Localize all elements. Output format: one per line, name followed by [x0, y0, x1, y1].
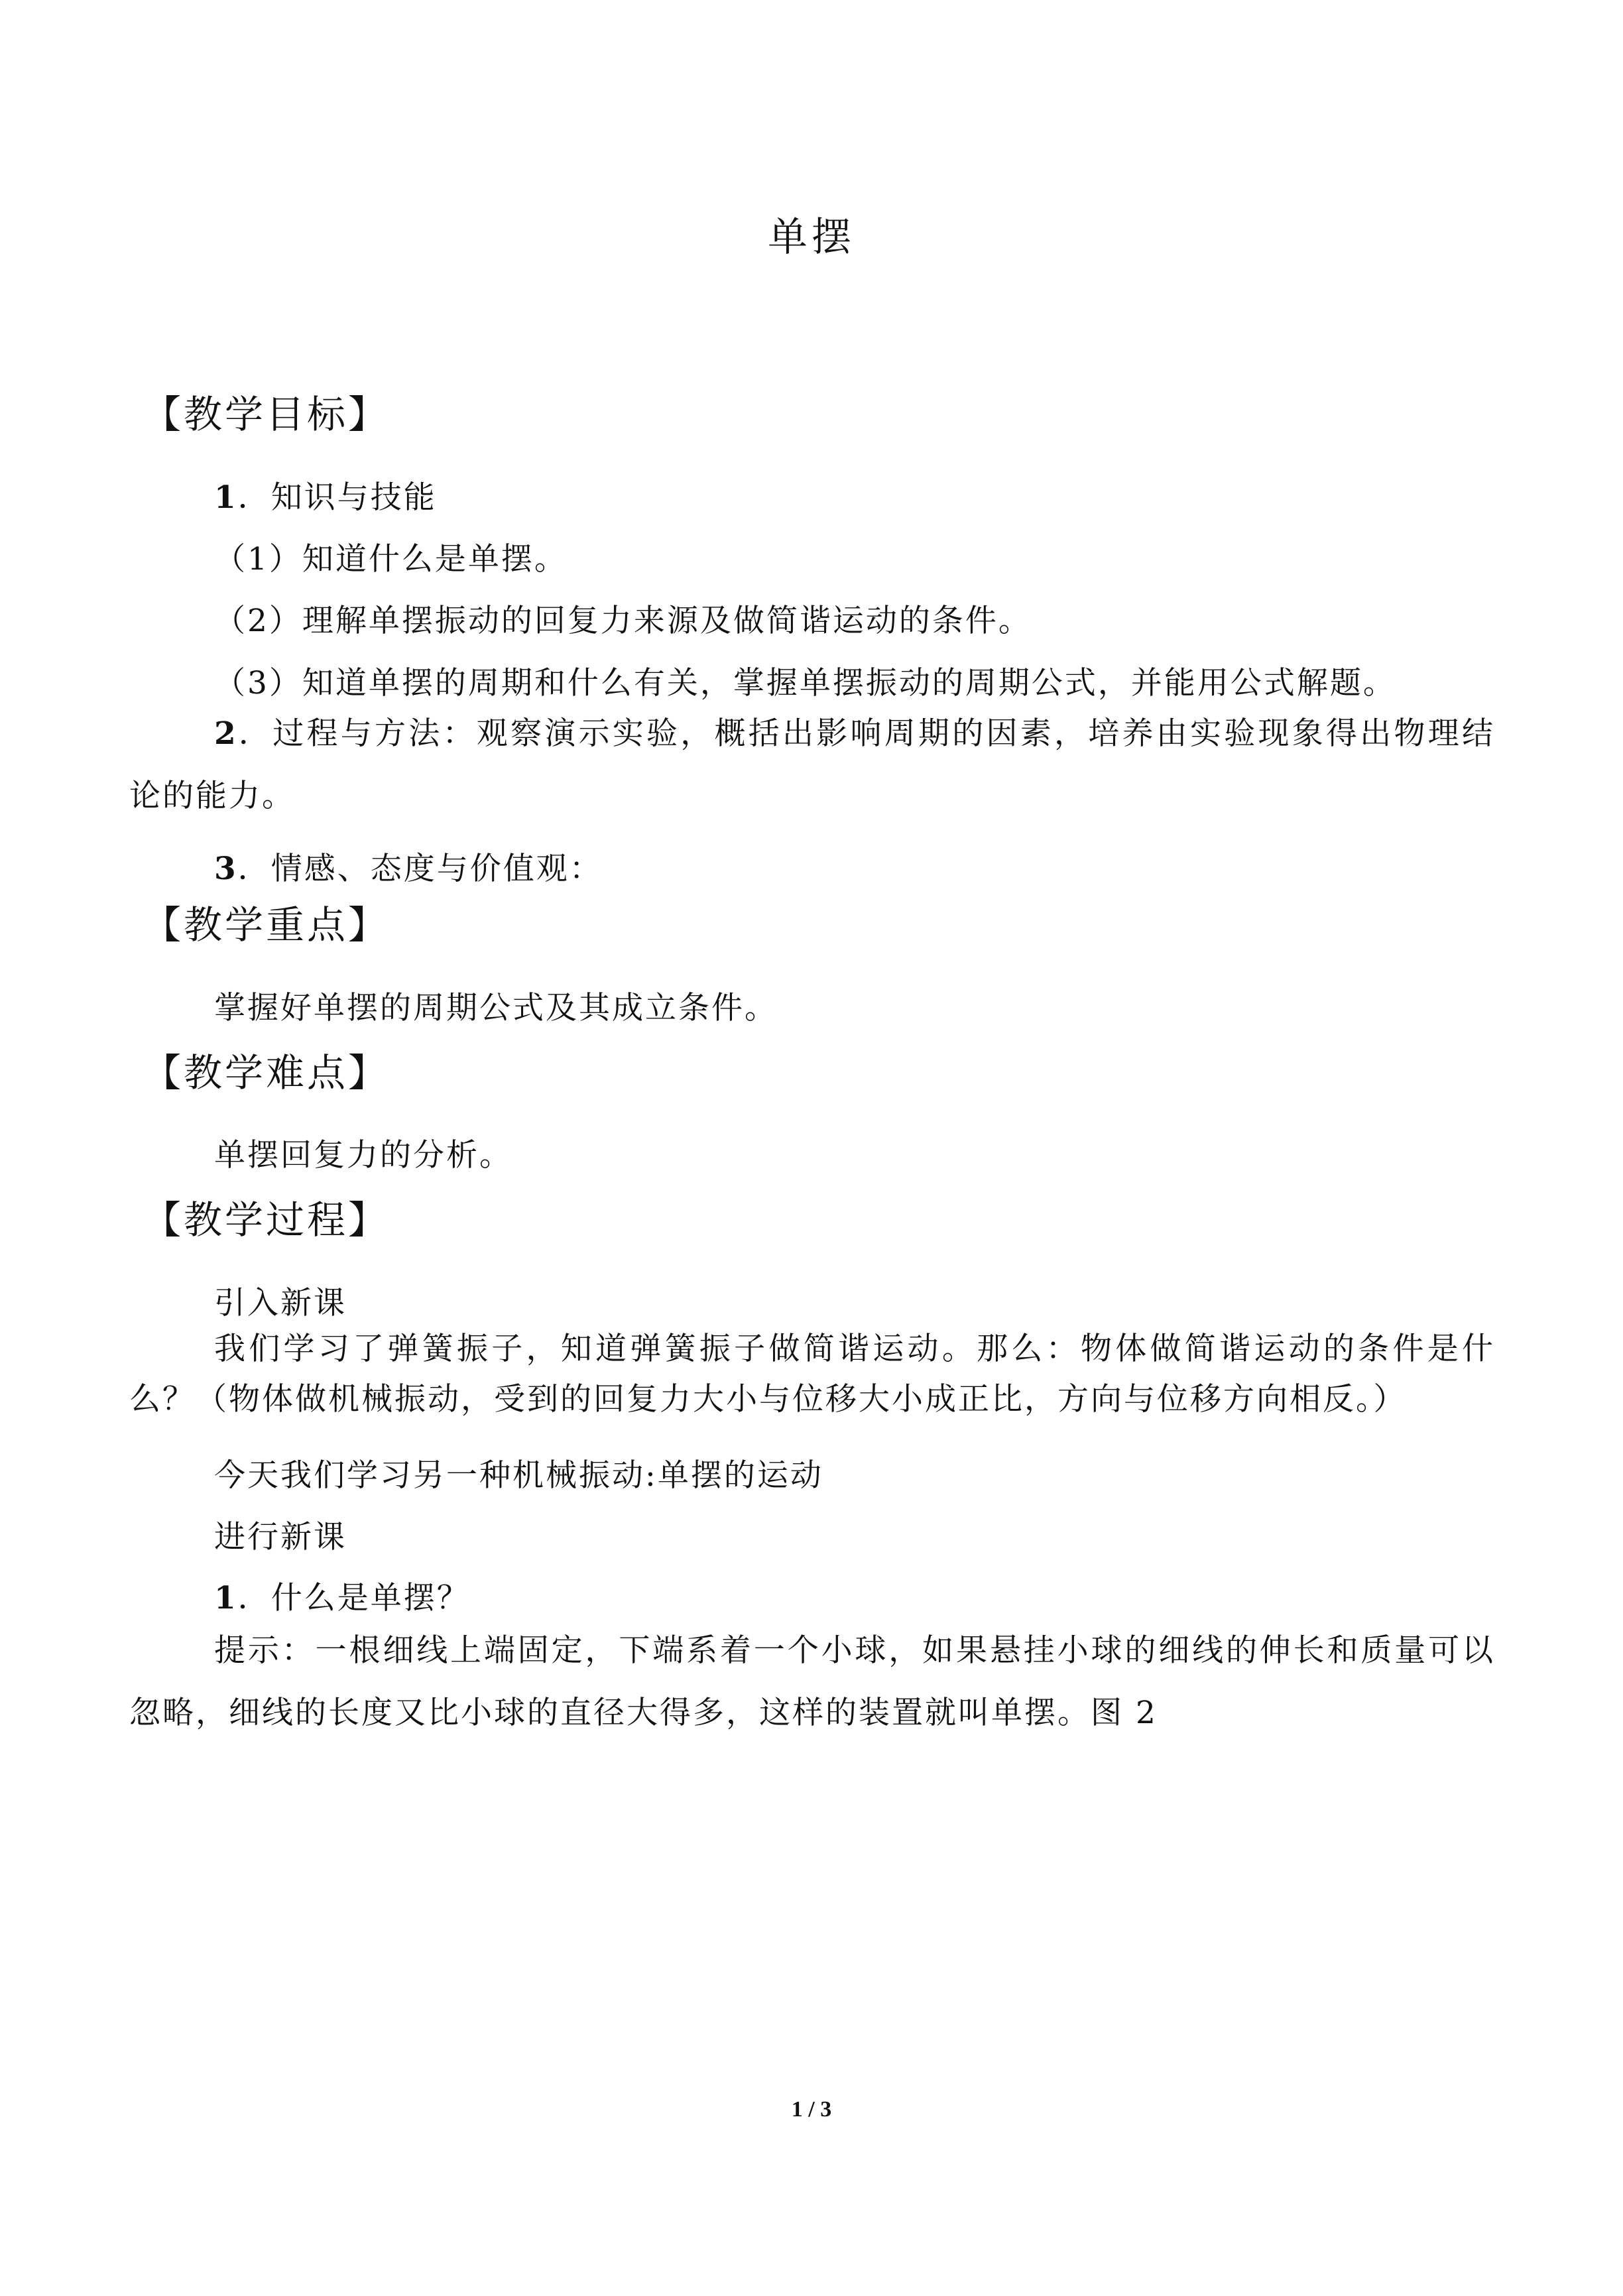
- hint-text: 提示：一根细线上端固定，下端系着一个小球，如果悬挂小球的细线的伸长和质量可以忽略，细线的长度又比小球的直径大得多，这样的装置就叫单摆。图 2: [129, 1632, 1495, 1731]
- today-text: 今天我们学习另一种机械振动:单摆的运动: [214, 1457, 823, 1494]
- difficulties-heading: 【教学难点】: [143, 1050, 390, 1095]
- item-number: 3: [214, 851, 238, 887]
- difficulties-text: 单摆回复力的分析。: [214, 1137, 512, 1174]
- objective-sub-2: （2）理解单摆振动的回复力来源及做简谐运动的条件。: [214, 603, 1032, 639]
- item-text: ．什么是单摆？: [237, 1580, 470, 1616]
- document-title: 单摆: [768, 214, 855, 261]
- objectives-heading: 【教学目标】: [143, 392, 390, 437]
- page-number: 1 / 3: [791, 2097, 832, 2122]
- new-lesson-label: 进行新课: [214, 1519, 347, 1555]
- item-text: ．过程与方法：观察演示实验，概括出影响周期的因素，培养由实验现象得出物理结论的能力。: [129, 715, 1495, 814]
- question-1: [214, 1578, 470, 1619]
- objective-item-2: [129, 703, 1495, 827]
- key-points-text: 掌握好单摆的周期公式及其成立条件。: [214, 990, 778, 1026]
- item-text: ．情感、态度与价值观：: [237, 851, 603, 887]
- objective-item-1: [214, 477, 437, 518]
- item-number: 1: [214, 1580, 238, 1616]
- item-number: 1: [214, 479, 238, 516]
- objective-sub-1: （1）知道什么是单摆。: [214, 541, 568, 577]
- key-points-heading: 【教学重点】: [143, 902, 390, 947]
- process-heading: 【教学过程】: [143, 1197, 390, 1242]
- item-text: ．知识与技能: [237, 479, 437, 516]
- item-number: 2: [214, 715, 238, 752]
- intro-label: 引入新课: [214, 1285, 347, 1321]
- intro-text: 我们学习了弹簧振子，知道弹簧振子做简谐运动。那么：物体做简谐运动的条件是什么？（物体做机械振动，受到的回复力大小与位移大小成正比，方向与位移方向相反。）: [129, 1331, 1495, 1418]
- objective-item-3: [214, 849, 603, 890]
- objective-sub-3: （3）知道单摆的周期和什么有关，掌握单摆振动的周期公式，并能用公式解题。: [214, 665, 1396, 701]
